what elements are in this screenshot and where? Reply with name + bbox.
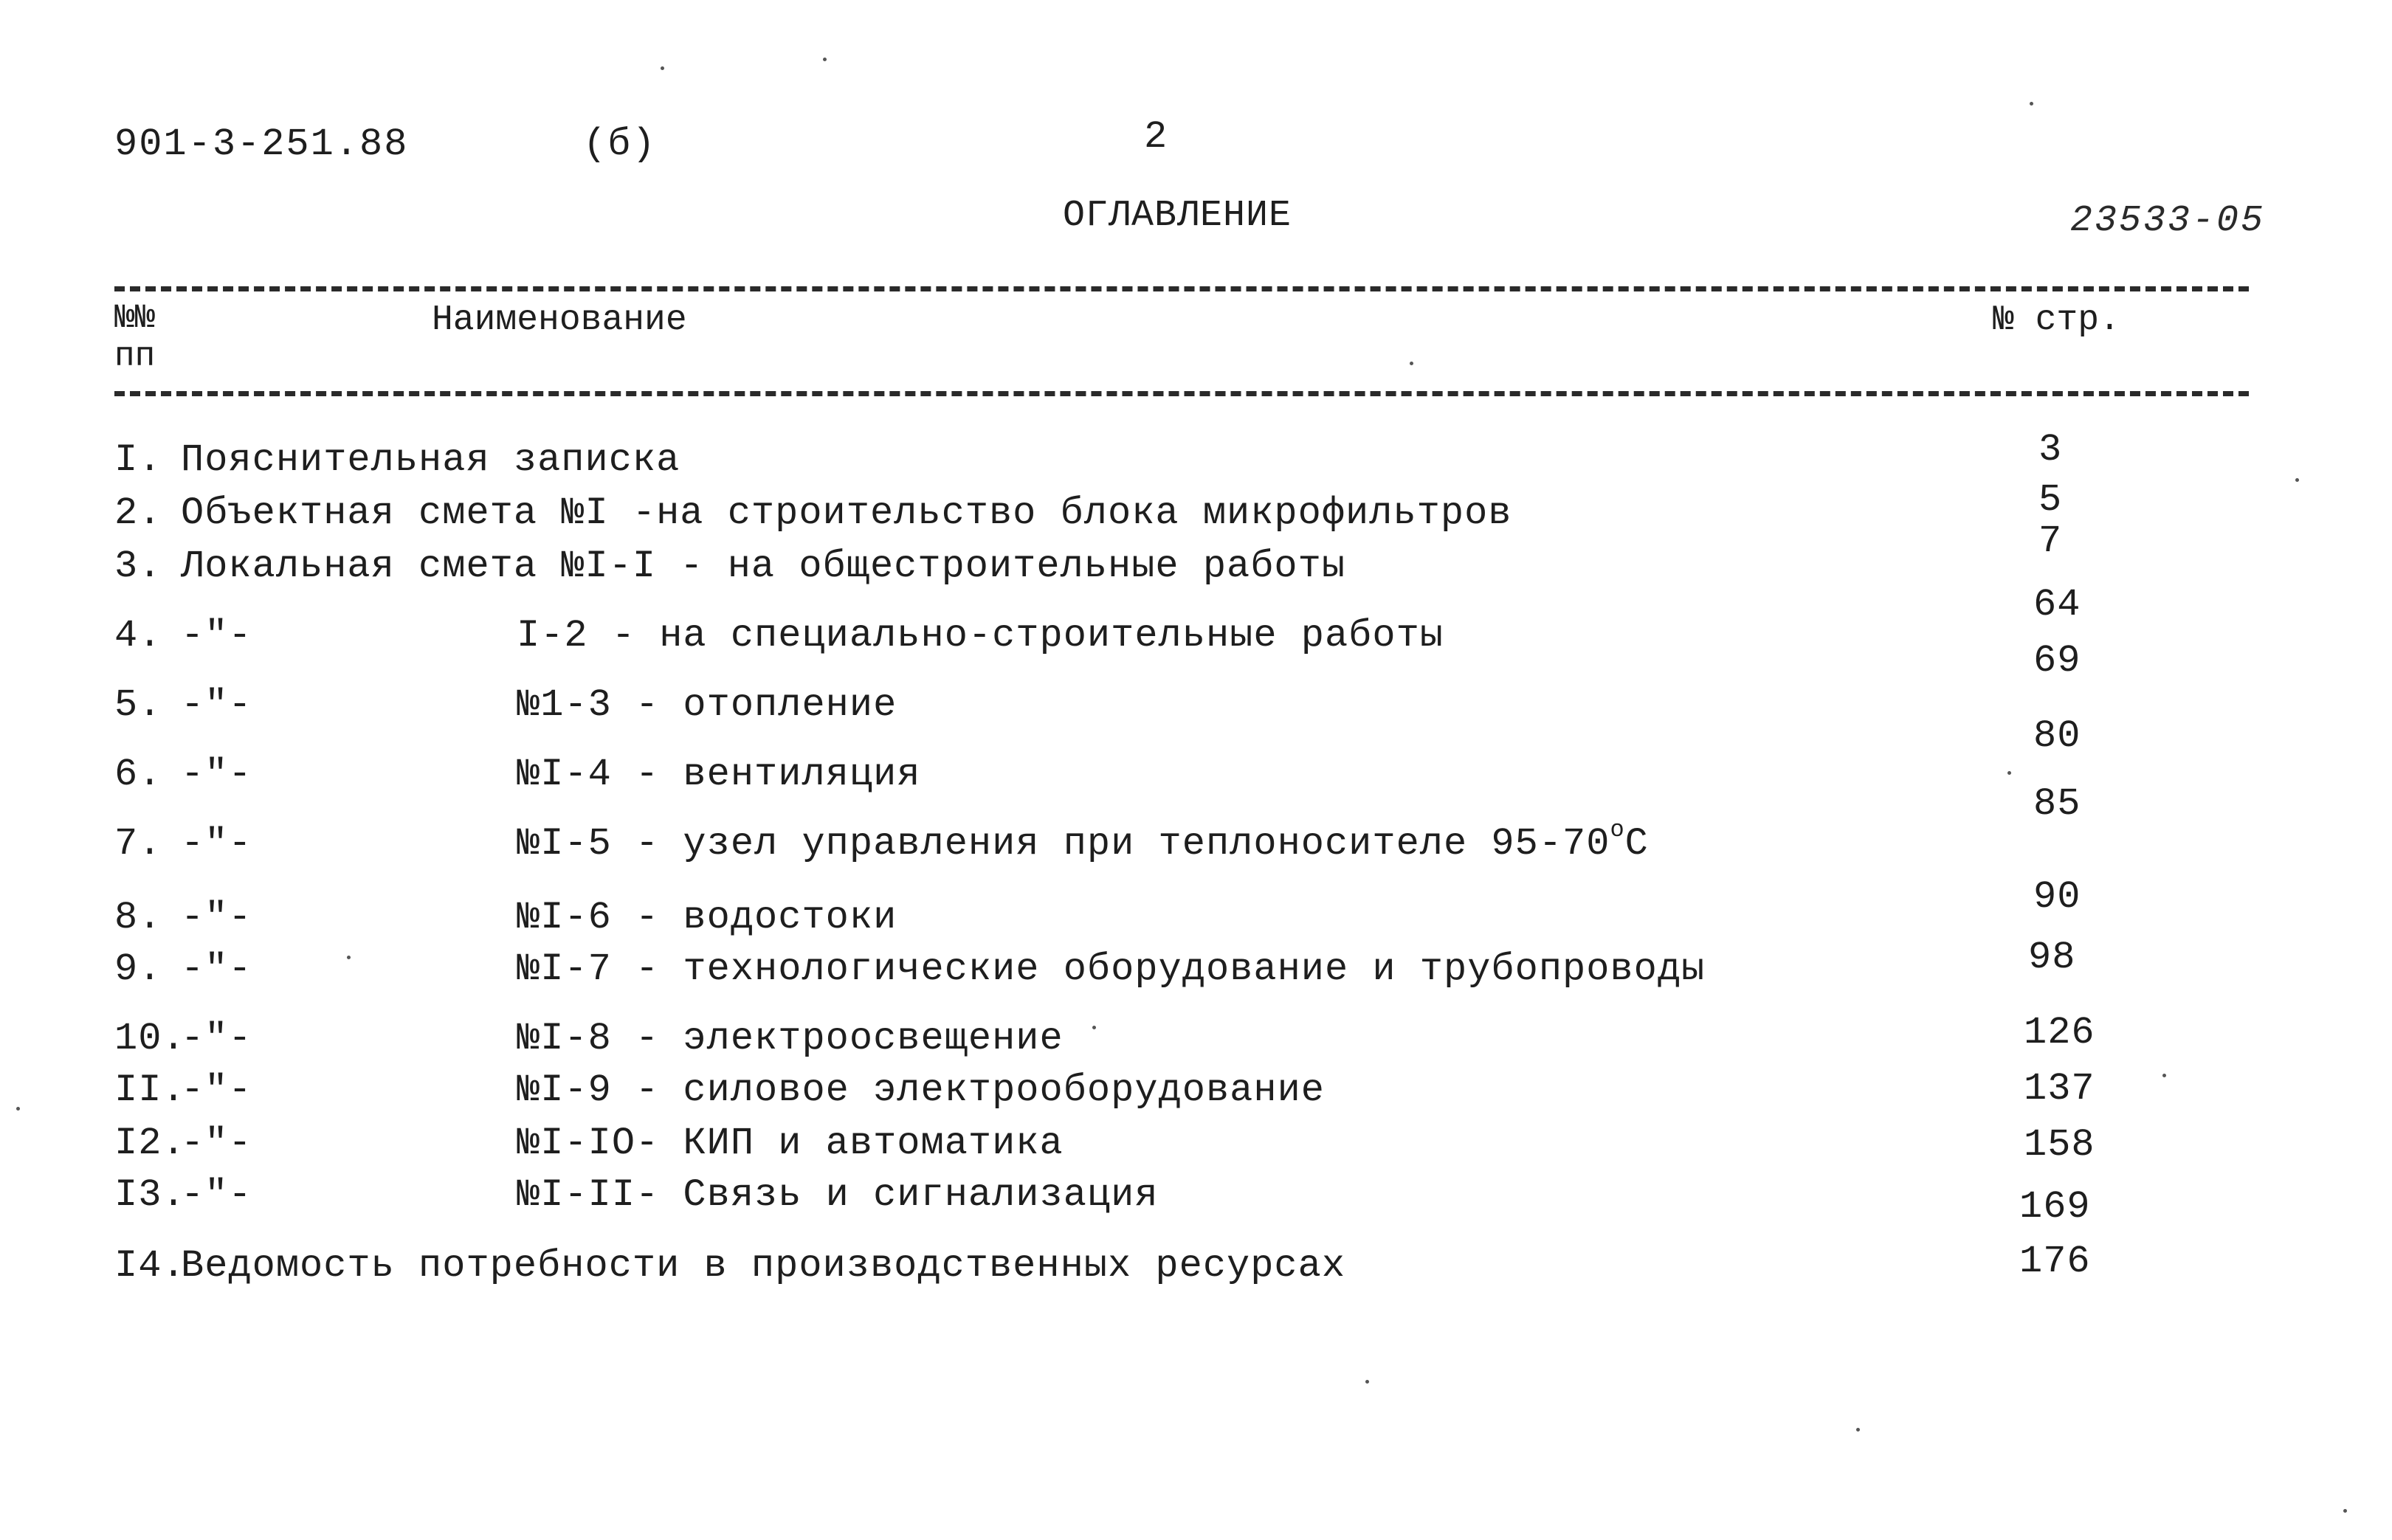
entry-title: -"-: [181, 947, 252, 991]
entry-title: Ведомость потребности в производственных ресурсах: [181, 1244, 1346, 1288]
entry-number: I3.: [114, 1173, 186, 1217]
page-title: ОГЛАВЛЕНИЕ: [1063, 195, 1292, 237]
entry-estimate-text: I-2 - на специально-строительные работы: [517, 614, 1444, 657]
entry-page-number: 3: [2038, 428, 2063, 472]
entry-number: 6.: [114, 753, 162, 796]
entry-number: 4.: [114, 614, 162, 657]
entry-page-number: 98: [2028, 936, 2076, 979]
scan-speck: [2030, 102, 2033, 106]
entry-estimate-text: №I-6 - водостоки: [517, 896, 897, 939]
entry-number: 9.: [114, 947, 162, 991]
entry-page-number: 85: [2033, 782, 2081, 826]
entry-estimate-title: [517, 614, 1444, 657]
entry-number: 8.: [114, 896, 162, 939]
entry-estimate-title: [517, 683, 897, 727]
entry-title: -"-: [181, 683, 252, 727]
entry-page-number: 137: [2024, 1067, 2095, 1111]
entry-title: Объектная смета №I -на строительство блока микрофильтров: [181, 491, 1512, 535]
entry-number: II.: [114, 1068, 186, 1112]
entry-title: Локальная смета №I-I - на общестроительные работы: [181, 545, 1346, 588]
entry-estimate-title: [517, 1173, 1159, 1217]
scan-speck: [2343, 1509, 2347, 1513]
scan-speck: [1092, 1026, 1096, 1029]
scan-speck: [1856, 1428, 1860, 1432]
document-variant: (б): [583, 122, 657, 166]
entry-page-number: 64: [2033, 583, 2081, 626]
entry-number: 2.: [114, 491, 162, 535]
entry-page-number: 5: [2038, 478, 2063, 522]
entry-estimate-text: №I-4 - вентиляция: [517, 753, 921, 796]
entry-page-number: 169: [2019, 1185, 2091, 1229]
entry-number: I2.: [114, 1122, 186, 1165]
entry-title: -"-: [181, 896, 252, 939]
scan-speck: [2007, 771, 2011, 775]
entry-page-number: 176: [2019, 1240, 2091, 1283]
entry-estimate-text: №1-3 - отопление: [517, 683, 897, 727]
entry-number: 3.: [114, 545, 162, 588]
entry-estimate-title: [517, 753, 921, 796]
column-header-number: №№ пп: [114, 299, 156, 376]
scan-speck: [2295, 478, 2299, 482]
entry-page-number: 69: [2033, 639, 2081, 683]
scan-speck: [661, 66, 664, 70]
entry-estimate-text: №I-IO- КИП и автоматика: [517, 1122, 1064, 1165]
entry-title: -"-: [181, 1122, 252, 1165]
entry-title: -"-: [181, 822, 252, 866]
scan-speck: [1365, 1380, 1369, 1384]
entry-number: 10.: [114, 1017, 186, 1060]
entry-page-number: 80: [2033, 714, 2081, 758]
entry-estimate-title: [517, 1122, 1064, 1165]
entry-estimate-text: №I-II- Связь и сигнализация: [517, 1173, 1159, 1217]
document-code: 901-3-251.88: [114, 122, 409, 166]
entry-estimate-title: [517, 896, 897, 939]
degree-symbol: o: [1610, 815, 1625, 843]
entry-page-number: 158: [2024, 1123, 2095, 1167]
entry-number: I4.: [114, 1244, 186, 1288]
table-header-rule: [114, 391, 2249, 396]
entry-title: Пояснительная записка: [181, 438, 680, 482]
scan-speck: [2162, 1074, 2166, 1077]
table-top-rule: [114, 286, 2249, 291]
page-number: 2: [1144, 115, 1169, 159]
entry-title: -"-: [181, 753, 252, 796]
entry-estimate-title: [517, 947, 1706, 991]
entry-page-number: 90: [2033, 875, 2081, 919]
entry-estimate-text: №I-7 - технологические оборудование и трубопроводы: [517, 947, 1706, 991]
scan-speck: [1410, 362, 1413, 365]
entry-page-number: 7: [2038, 519, 2063, 563]
entry-number: 7.: [114, 822, 162, 866]
unit-suffix: C: [1624, 822, 1649, 866]
entry-estimate-text: №I-5 - узел управления при теплоносителе 95-70: [517, 822, 1610, 866]
scan-speck: [16, 1107, 20, 1111]
entry-number: I.: [114, 438, 162, 482]
entry-page-number: 126: [2024, 1011, 2095, 1054]
entry-title: -"-: [181, 1068, 252, 1112]
entry-title: -"-: [181, 614, 252, 657]
scan-speck: [347, 956, 351, 959]
archive-stamp: 23533-05: [2070, 200, 2266, 242]
column-header-name: Наименование: [432, 300, 687, 340]
entry-title: -"-: [181, 1173, 252, 1217]
entry-estimate-title: [517, 815, 1649, 866]
entry-estimate-title: [517, 1017, 1064, 1060]
scan-speck: [823, 58, 827, 61]
entry-estimate-text: №I-8 - электроосвещение: [517, 1017, 1064, 1060]
entry-estimate-text: №I-9 - силовое электрооборудование: [517, 1068, 1325, 1112]
column-header-page: № стр.: [1993, 300, 2120, 340]
entry-estimate-title: [517, 1068, 1325, 1112]
entry-title: -"-: [181, 1017, 252, 1060]
entry-number: 5.: [114, 683, 162, 727]
